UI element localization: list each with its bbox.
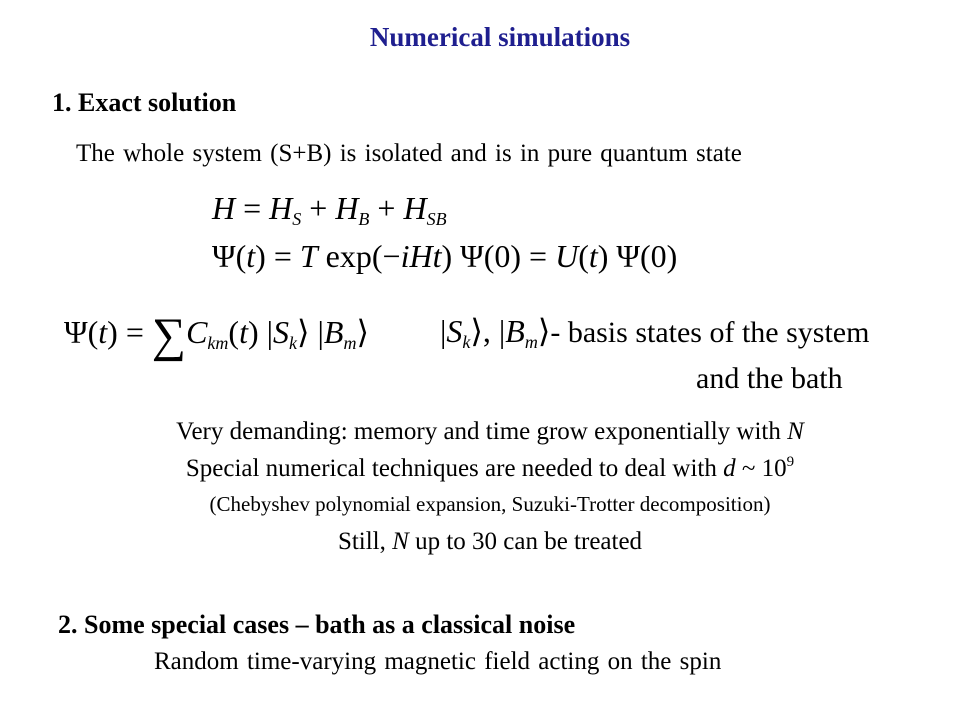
techniques-line — [0, 454, 960, 483]
basis-kets: $|S_k⟩$, $|B_m⟩$ — [440, 313, 551, 352]
demanding-line — [0, 418, 960, 446]
hamiltonian-equation: $H = H_S + H_B + H_{SB}$ — [212, 190, 447, 229]
techniques-value: ~ 10 — [735, 455, 787, 482]
basis-text: - basis states of the system — [550, 316, 870, 349]
wavefunction-expansion-equation: $\Psi(t) = \sum C_{km}(t)$ $|S_k⟩$ $|B_m⟩$ — [64, 309, 369, 362]
methods-line: (Chebyshev polynomial expansion, Suzuki-Trotter decomposition) — [209, 492, 771, 516]
intro-text: The whole system (S+B) is isolated and is in pure quantum state — [76, 140, 742, 167]
section-2-text: Random time-varying magnetic field acting on the spin — [154, 648, 722, 675]
still-prefix: Still, — [337, 528, 393, 555]
still-line — [0, 528, 960, 556]
section-1-heading: 1. Exact solution — [52, 88, 237, 117]
still-suffix: up to 30 can be treated — [408, 528, 643, 555]
var-d: d — [723, 455, 736, 482]
var-n-2: N — [392, 528, 409, 555]
techniques-text: Special numerical techniques are needed to deal with — [185, 455, 724, 482]
var-n: N — [787, 418, 804, 445]
demanding-text: Very demanding: memory and time grow exponentially with — [176, 418, 788, 445]
basis-states-label — [440, 312, 869, 353]
bath-text: and the bath — [696, 362, 843, 395]
section-2-heading: 2. Some special cases – bath as a classical noise — [58, 610, 576, 639]
slide-title: Numerical simulations — [369, 22, 631, 52]
exponent: 9 — [786, 454, 795, 470]
time-evolution-equation: Ψ(t) = T exp(−iHt) Ψ(0) = U(t) Ψ(0) — [212, 238, 678, 274]
